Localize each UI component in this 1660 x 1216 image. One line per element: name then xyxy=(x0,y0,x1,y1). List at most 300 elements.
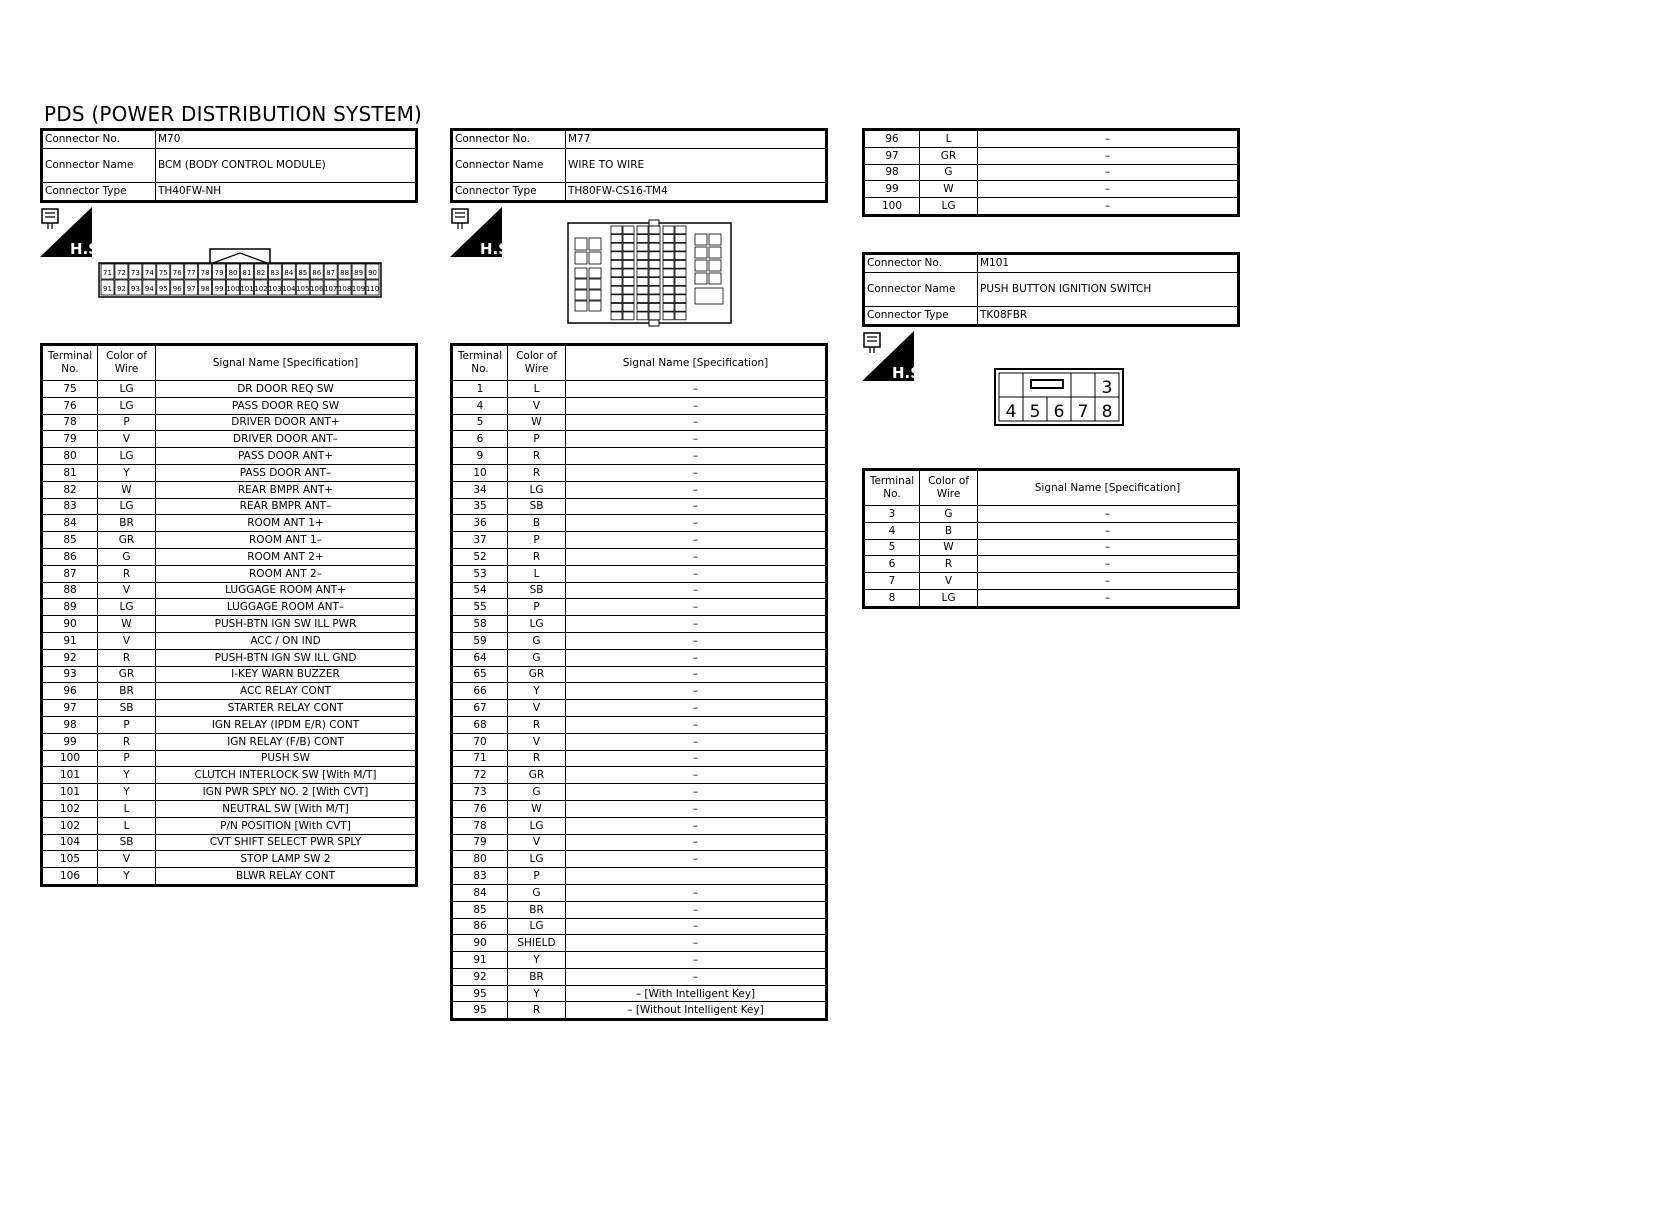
wire-color-cell: V xyxy=(98,582,156,599)
connector-cavity xyxy=(623,243,634,251)
connector-cavity xyxy=(663,243,674,251)
table-row xyxy=(864,556,1239,573)
table-row xyxy=(42,767,417,784)
terminal-no-cell: 86 xyxy=(42,548,98,565)
connector-cavity xyxy=(575,252,587,264)
wire-color-cell: SB xyxy=(98,834,156,851)
wire-color-cell: Y xyxy=(98,784,156,801)
connector-cavity xyxy=(649,243,660,251)
table-row xyxy=(864,522,1239,539)
connector-cavity xyxy=(709,247,721,258)
terminal-no-cell: 4 xyxy=(452,397,508,414)
wire-color-cell: G xyxy=(508,884,566,901)
terminal-no-cell: 101 xyxy=(42,767,98,784)
table-row xyxy=(42,649,417,666)
connector-cavity xyxy=(611,243,622,251)
connector-pin-label: 90 xyxy=(368,269,377,277)
table-row xyxy=(42,397,417,414)
table-row xyxy=(452,397,827,414)
m101-connector-no: M101 xyxy=(978,254,1239,273)
wire-color-cell: LG xyxy=(508,851,566,868)
wire-color-cell: L xyxy=(508,381,566,398)
table-row xyxy=(864,130,1239,148)
signal-name-header: Signal Name [Specification] xyxy=(156,345,417,381)
table-row xyxy=(452,532,827,549)
connector-pin-label: 107 xyxy=(323,285,338,293)
connector-cavity xyxy=(637,252,648,260)
connector-cavity xyxy=(611,303,622,311)
connector-cavity xyxy=(611,235,622,243)
wire-color-cell: Y xyxy=(508,683,566,700)
signal-name-cell: – xyxy=(566,817,827,834)
connector-cavity xyxy=(649,303,660,311)
table-row xyxy=(452,649,827,666)
connector-cavity xyxy=(611,260,622,268)
terminal-no-cell: 52 xyxy=(452,548,508,565)
m101-pin-label: 6 xyxy=(1053,402,1065,422)
connector-cavity xyxy=(575,301,587,311)
terminal-no-cell: 59 xyxy=(452,632,508,649)
terminal-no-cell: 9 xyxy=(452,448,508,465)
wire-color-cell: V xyxy=(508,700,566,717)
wire-color-cell: Y xyxy=(508,952,566,969)
terminal-no-cell: 89 xyxy=(42,599,98,616)
connector-cavity xyxy=(623,252,634,260)
signal-name-cell: – xyxy=(566,532,827,549)
signal-name-cell: – xyxy=(566,431,827,448)
table-row xyxy=(452,800,827,817)
m101-connector-info xyxy=(862,252,1240,327)
terminal-no-cell: 92 xyxy=(42,649,98,666)
terminal-no-cell: 88 xyxy=(42,582,98,599)
connector-pin-label: 74 xyxy=(144,269,154,277)
signal-name-cell: BLWR RELAY CONT xyxy=(156,868,417,886)
signal-name-cell: PASS DOOR ANT+ xyxy=(156,448,417,465)
table-row xyxy=(42,851,417,868)
terminal-no-cell: 91 xyxy=(452,952,508,969)
hs-label: H.S. xyxy=(892,364,927,382)
terminal-no-cell: 80 xyxy=(42,448,98,465)
table-row xyxy=(42,414,417,431)
terminal-no-cell: 76 xyxy=(42,397,98,414)
terminal-no-cell: 85 xyxy=(452,901,508,918)
table-row xyxy=(452,431,827,448)
terminal-no-cell: 65 xyxy=(452,666,508,683)
table-row xyxy=(42,565,417,582)
signal-name-cell: REAR BMPR ANT– xyxy=(156,498,417,515)
signal-name-cell: – xyxy=(566,716,827,733)
terminal-no-cell: 8 xyxy=(864,589,920,607)
wire-color-cell: R xyxy=(98,565,156,582)
signal-name-cell: – xyxy=(566,733,827,750)
connector-name-label: Connector Name xyxy=(42,149,156,183)
signal-name-cell: – xyxy=(566,901,827,918)
terminal-no-cell: 68 xyxy=(452,716,508,733)
terminal-no-cell: 79 xyxy=(452,834,508,851)
terminal-no-cell: 54 xyxy=(452,582,508,599)
color-of-wire-header: Color of Wire xyxy=(920,470,978,506)
terminal-no-cell: 78 xyxy=(42,414,98,431)
wire-color-cell: Y xyxy=(98,767,156,784)
connector-cavity xyxy=(663,260,674,268)
connector-type-label: Connector Type xyxy=(452,183,566,202)
table-row xyxy=(42,582,417,599)
signal-name-cell xyxy=(566,868,827,885)
connector-cavity xyxy=(623,278,634,286)
harness-connector-icon xyxy=(40,207,105,261)
connector-no-label: Connector No. xyxy=(864,254,978,273)
terminal-no-cell: 81 xyxy=(42,464,98,481)
terminal-no-cell: 102 xyxy=(42,800,98,817)
terminal-no-cell: 96 xyxy=(864,130,920,148)
wire-color-cell: GR xyxy=(98,666,156,683)
m77-connector-info xyxy=(450,128,828,203)
connector-cavity xyxy=(663,235,674,243)
wire-color-cell: BR xyxy=(98,515,156,532)
connector-pin-label: 97 xyxy=(186,285,196,293)
connector-pin-label: 108 xyxy=(337,285,352,293)
connector-pin-label: 72 xyxy=(116,269,126,277)
signal-name-cell: – xyxy=(566,381,827,398)
wire-color-cell: BR xyxy=(508,968,566,985)
wire-color-cell: P xyxy=(508,599,566,616)
wire-color-cell: BR xyxy=(508,901,566,918)
connector-pin-label: 93 xyxy=(130,285,140,293)
signal-name-cell: – xyxy=(978,181,1239,198)
connector-cavity xyxy=(623,235,634,243)
wire-color-cell: L xyxy=(508,565,566,582)
table-row xyxy=(864,181,1239,198)
connector-cavity xyxy=(637,260,648,268)
connector-cavity xyxy=(637,235,648,243)
connector-pin-label: 106 xyxy=(310,285,324,293)
terminal-no-cell: 64 xyxy=(452,649,508,666)
connector-cavity xyxy=(611,226,622,234)
m70-terminal-table xyxy=(40,343,418,887)
connector-cavity xyxy=(649,226,660,234)
connector-cavity xyxy=(675,260,686,268)
connector-cavity xyxy=(649,269,660,277)
connector-pin-label: 83 xyxy=(270,269,280,277)
connector-pin-label: 80 xyxy=(228,269,238,277)
connector-cavity xyxy=(649,235,660,243)
connector-cavity xyxy=(575,290,587,300)
wire-color-cell: P xyxy=(508,431,566,448)
harness-connector-icon xyxy=(450,207,515,261)
connector-cavity xyxy=(589,252,601,264)
signal-name-cell: IGN RELAY (F/B) CONT xyxy=(156,733,417,750)
connector-cavity xyxy=(637,295,648,303)
signal-name-cell: ACC / ON IND xyxy=(156,632,417,649)
wire-color-cell: R xyxy=(508,464,566,481)
wire-color-cell: V xyxy=(98,632,156,649)
wire-color-cell: W xyxy=(508,800,566,817)
signal-name-cell: DRIVER DOOR ANT+ xyxy=(156,414,417,431)
terminal-no-cell: 96 xyxy=(42,683,98,700)
connector-pin-label: 84 xyxy=(284,269,294,277)
wire-color-cell: W xyxy=(920,181,978,198)
signal-name-cell: – xyxy=(566,767,827,784)
connector-cavity xyxy=(663,226,674,234)
m101-pin-label: 3 xyxy=(1101,378,1113,398)
connector-cavity xyxy=(675,295,686,303)
m101-pin-label: 4 xyxy=(1005,402,1017,422)
connector-cavity xyxy=(623,260,634,268)
signal-name-cell: I-KEY WARN BUZZER xyxy=(156,666,417,683)
connector-pin-label: 94 xyxy=(144,285,154,293)
signal-name-cell: – xyxy=(566,616,827,633)
connector-type-label: Connector Type xyxy=(42,183,156,202)
table-row xyxy=(452,498,827,515)
signal-name-cell: CVT SHIFT SELECT PWR SPLY xyxy=(156,834,417,851)
connector-cavity xyxy=(637,286,648,294)
connector-pin-label: 109 xyxy=(351,285,366,293)
table-row xyxy=(42,700,417,717)
wire-color-cell: SB xyxy=(508,582,566,599)
terminal-no-cell: 79 xyxy=(42,431,98,448)
connector-cavity xyxy=(649,286,660,294)
terminal-no-cell: 80 xyxy=(452,851,508,868)
wire-color-cell: SB xyxy=(508,498,566,515)
connector-cavity xyxy=(611,312,622,320)
table-row xyxy=(42,750,417,767)
wire-color-cell: LG xyxy=(98,397,156,414)
signal-name-cell: – xyxy=(566,968,827,985)
signal-name-cell: – xyxy=(566,834,827,851)
connector-cavity xyxy=(637,243,648,251)
signal-name-cell: – xyxy=(978,556,1239,573)
table-row xyxy=(452,381,827,398)
terminal-no-cell: 35 xyxy=(452,498,508,515)
wire-color-cell: GR xyxy=(98,532,156,549)
terminal-no-cell: 95 xyxy=(452,1002,508,1020)
m101-pin-label: 5 xyxy=(1029,402,1041,422)
wire-color-cell: LG xyxy=(508,817,566,834)
terminal-no-cell: 101 xyxy=(42,784,98,801)
signal-name-cell: – xyxy=(978,198,1239,216)
terminal-no-cell: 53 xyxy=(452,565,508,582)
table-row xyxy=(42,599,417,616)
connector-pin-label: 71 xyxy=(103,269,112,277)
connector-pin-label: 86 xyxy=(312,269,322,277)
connector-cavity xyxy=(589,279,601,289)
terminal-no-cell: 75 xyxy=(42,381,98,398)
wire-color-cell: R xyxy=(98,733,156,750)
connector-cavity xyxy=(611,269,622,277)
connector-pin-label: 81 xyxy=(242,269,252,277)
terminal-no-cell: 5 xyxy=(452,414,508,431)
terminal-no-header: Terminal No. xyxy=(864,470,920,506)
signal-name-cell: – xyxy=(978,573,1239,590)
connector-cavity xyxy=(637,269,648,277)
wire-color-cell: V xyxy=(508,834,566,851)
terminal-no-cell: 83 xyxy=(452,868,508,885)
wire-color-cell: GR xyxy=(920,147,978,164)
connector-pin-label: 85 xyxy=(298,269,308,277)
wire-color-cell: P xyxy=(98,750,156,767)
connector-pin-label: 78 xyxy=(200,269,210,277)
terminal-no-cell: 99 xyxy=(42,733,98,750)
signal-name-cell: – xyxy=(566,397,827,414)
connector-pin-label: 110 xyxy=(365,285,380,293)
terminal-no-cell: 55 xyxy=(452,599,508,616)
signal-name-cell: – xyxy=(566,800,827,817)
connector-name-label: Connector Name xyxy=(452,149,566,183)
table-row xyxy=(42,515,417,532)
terminal-no-cell: 67 xyxy=(452,700,508,717)
connector-pin-label: 105 xyxy=(296,285,310,293)
signal-name-cell: – xyxy=(978,147,1239,164)
signal-name-cell: LUGGAGE ROOM ANT+ xyxy=(156,582,417,599)
signal-name-cell: LUGGAGE ROOM ANT– xyxy=(156,599,417,616)
wire-color-cell: W xyxy=(98,616,156,633)
wire-color-cell: R xyxy=(508,716,566,733)
signal-name-cell: – xyxy=(566,700,827,717)
connector-cavity xyxy=(663,303,674,311)
signal-name-cell: PUSH-BTN IGN SW ILL GND xyxy=(156,649,417,666)
wire-color-cell: LG xyxy=(508,616,566,633)
table-row xyxy=(452,985,827,1002)
connector-cavity xyxy=(675,278,686,286)
connector-cavity xyxy=(695,260,707,271)
table-row xyxy=(452,901,827,918)
connector-cavity xyxy=(663,295,674,303)
table-row xyxy=(452,632,827,649)
terminal-no-cell: 100 xyxy=(42,750,98,767)
m77-terminal-table-continued xyxy=(862,128,1240,217)
table-row xyxy=(42,464,417,481)
signal-name-cell: – xyxy=(566,565,827,582)
signal-name-cell: IGN RELAY (IPDM E/R) CONT xyxy=(156,716,417,733)
m101-connector-type: TK08FBR xyxy=(978,307,1239,326)
terminal-no-cell: 7 xyxy=(864,573,920,590)
connector-cavity xyxy=(623,286,634,294)
table-row xyxy=(452,414,827,431)
connector-cavity xyxy=(663,312,674,320)
table-row xyxy=(452,851,827,868)
wire-color-cell: LG xyxy=(508,918,566,935)
signal-name-cell: REAR BMPR ANT+ xyxy=(156,481,417,498)
connector-cavity xyxy=(649,295,660,303)
m101-pin-label: 8 xyxy=(1101,402,1113,422)
connector-cavity xyxy=(675,269,686,277)
terminal-no-cell: 85 xyxy=(42,532,98,549)
table-row xyxy=(452,481,827,498)
m101-pin-label: 7 xyxy=(1077,402,1089,422)
terminal-no-header: Terminal No. xyxy=(452,345,508,381)
m77-connector-no: M77 xyxy=(566,130,827,149)
terminal-no-cell: 58 xyxy=(452,616,508,633)
signal-name-cell: – xyxy=(978,539,1239,556)
connector-cavity xyxy=(623,295,634,303)
table-row xyxy=(452,599,827,616)
table-row xyxy=(452,935,827,952)
wire-color-cell: R xyxy=(508,548,566,565)
terminal-no-cell: 71 xyxy=(452,750,508,767)
table-row xyxy=(42,683,417,700)
terminal-no-header: Terminal No. xyxy=(42,345,98,381)
connector-cavity xyxy=(675,312,686,320)
signal-name-cell: ROOM ANT 2– xyxy=(156,565,417,582)
signal-name-cell: PASS DOOR REQ SW xyxy=(156,397,417,414)
connector-cavity xyxy=(611,286,622,294)
table-row xyxy=(42,616,417,633)
signal-name-cell: NEUTRAL SW [With M/T] xyxy=(156,800,417,817)
signal-name-cell: – xyxy=(566,784,827,801)
connector-cavity xyxy=(663,252,674,260)
table-row xyxy=(452,683,827,700)
terminal-no-cell: 1 xyxy=(452,381,508,398)
signal-name-cell: – xyxy=(978,164,1239,181)
wire-color-cell: R xyxy=(920,556,978,573)
harness-connector-icon xyxy=(862,331,927,385)
table-row xyxy=(452,448,827,465)
table-row xyxy=(864,198,1239,216)
table-row xyxy=(452,817,827,834)
terminal-no-cell: 100 xyxy=(864,198,920,216)
table-row xyxy=(42,834,417,851)
terminal-no-cell: 97 xyxy=(42,700,98,717)
table-row xyxy=(452,700,827,717)
connector-cavity xyxy=(695,273,707,284)
terminal-no-cell: 66 xyxy=(452,683,508,700)
connector-pin-label: 95 xyxy=(158,285,168,293)
connector-pin-label: 102 xyxy=(254,285,268,293)
wire-color-cell: GR xyxy=(508,666,566,683)
connector-cavity xyxy=(649,260,660,268)
signal-name-cell: ROOM ANT 2+ xyxy=(156,548,417,565)
wire-color-cell: LG xyxy=(98,381,156,398)
terminal-no-cell: 34 xyxy=(452,481,508,498)
connector-pin-label: 104 xyxy=(282,285,296,293)
connector-name-label: Connector Name xyxy=(864,273,978,307)
connector-cavity xyxy=(589,238,601,250)
table-row xyxy=(452,834,827,851)
signal-name-cell: ACC RELAY CONT xyxy=(156,683,417,700)
connector-cavity xyxy=(675,286,686,294)
connector-cavity xyxy=(623,312,634,320)
table-row xyxy=(864,573,1239,590)
hs-label: H.S. xyxy=(480,240,515,258)
connector-cavity xyxy=(649,312,660,320)
table-row xyxy=(864,164,1239,181)
wire-color-cell: P xyxy=(508,532,566,549)
table-row xyxy=(452,784,827,801)
connector-cavity xyxy=(611,295,622,303)
wire-color-cell: W xyxy=(98,481,156,498)
wire-color-cell: P xyxy=(508,868,566,885)
table-row xyxy=(452,952,827,969)
connector-cavity xyxy=(575,268,587,278)
connector-cavity xyxy=(637,303,648,311)
signal-name-cell: – [With Intelligent Key] xyxy=(566,985,827,1002)
signal-name-cell: – xyxy=(566,952,827,969)
connector-cavity xyxy=(649,252,660,260)
signal-name-cell: CLUTCH INTERLOCK SW [With M/T] xyxy=(156,767,417,784)
signal-name-cell: DR DOOR REQ SW xyxy=(156,381,417,398)
terminal-no-cell: 72 xyxy=(452,767,508,784)
signal-name-cell: – xyxy=(566,935,827,952)
signal-name-cell: STARTER RELAY CONT xyxy=(156,700,417,717)
connector-pin-label: 87 xyxy=(326,269,336,277)
signal-name-cell: ROOM ANT 1+ xyxy=(156,515,417,532)
terminal-no-cell: 36 xyxy=(452,515,508,532)
wire-color-cell: G xyxy=(508,784,566,801)
signal-name-cell: – xyxy=(566,683,827,700)
wire-color-cell: LG xyxy=(920,198,978,216)
connector-cavity xyxy=(589,268,601,278)
signal-name-cell: – xyxy=(978,522,1239,539)
